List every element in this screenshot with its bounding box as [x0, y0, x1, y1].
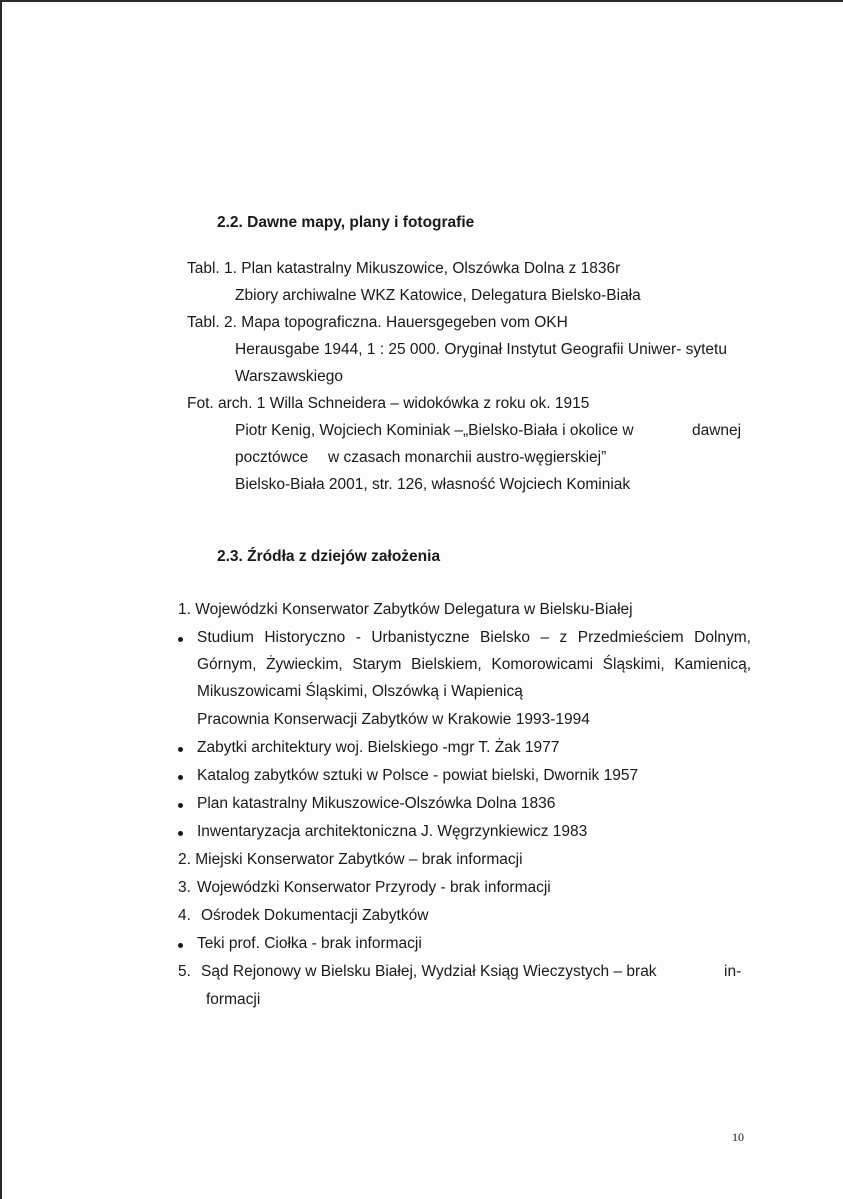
entry-fot-source-cont: pocztówce: [235, 449, 309, 466]
bullet-icon: [178, 637, 183, 642]
list-item-3-number: 3.: [178, 879, 191, 896]
list-item-4-number: 4.: [178, 907, 191, 924]
list-item-teki: Teki prof. Ciołka - brak informacji: [197, 935, 422, 952]
entry-fot-source-cont-2: w czasach monarchii austro-węgierskiej”: [328, 449, 607, 466]
entry-fot-source-tail: dawnej: [692, 422, 742, 439]
list-item-studium: Studium Historyczno - Urbanistyczne Bielsko – z Przedmieściem Dolnym,: [197, 629, 751, 646]
bullet-icon: [178, 831, 183, 836]
entry-fot-publication: Bielsko-Biała 2001, str. 126, własność Wojciech Kominiak: [235, 476, 631, 493]
entry-tabl-1-source: Zbiory archiwalne WKZ Katowice, Delegatura Bielsko-Biała: [235, 287, 641, 304]
bullet-icon: [178, 775, 183, 780]
bullet-icon: [178, 803, 183, 808]
entry-tabl-1: Tabl. 1. Plan katastralny Mikuszowice, Olszówka Dolna z 1836r: [187, 260, 621, 277]
list-item-3: Wojewódzki Konserwator Przyrody - brak informacji: [197, 879, 551, 896]
section-heading-2-3: 2.3. Źródła z dziejów założenia: [217, 548, 441, 565]
list-item-2: 2. Miejski Konserwator Zabytków – brak informacji: [178, 851, 523, 868]
entry-tabl-2-details: Herausgabe 1944, 1 : 25 000. Oryginał Instytut Geografii Uniwer- sytetu: [235, 341, 727, 358]
list-item-katalog: Katalog zabytków sztuki w Polsce - powiat bielski, Dwornik 1957: [197, 767, 639, 784]
page-number: 10: [732, 1130, 744, 1144]
bullet-icon: [178, 943, 183, 948]
list-item-5: Sąd Rejonowy w Bielsku Białej, Wydział Ksiąg Wieczystych – brak: [201, 963, 657, 980]
section-heading-2-2: 2.2. Dawne mapy, plany i fotografie: [217, 214, 475, 231]
entry-fot-source: Piotr Kenig, Wojciech Kominiak –„Bielsko-Biała i okolice w: [235, 422, 634, 439]
entry-fot-arch-1: Fot. arch. 1 Willa Schneidera – widokówka z roku ok. 1915: [187, 395, 590, 412]
list-item-inwentaryzacja: Inwentaryzacja architektoniczna J. Węgrzynkiewicz 1983: [197, 823, 588, 840]
entry-tabl-2-details-cont: Warszawskiego: [235, 368, 343, 385]
bullet-icon: [178, 747, 183, 752]
list-item-zabytki: Zabytki architektury woj. Bielskiego -mgr T. Żak 1977: [197, 739, 560, 756]
list-item-studium-cont-2: Mikuszowicami Śląskimi, Olszówką i Wapienicą: [197, 683, 523, 700]
list-item-studium-source: Pracownia Konserwacji Zabytków w Krakowie 1993-1994: [197, 711, 590, 728]
list-item-5-cont: formacji: [206, 991, 261, 1008]
list-item-5-hyphen: in-: [724, 963, 742, 980]
entry-tabl-2: Tabl. 2. Mapa topograficzna. Hauersgegeben vom OKH: [187, 314, 568, 331]
list-item-studium-cont: Górnym, Żywieckim, Starym Bielskiem, Komorowicami Śląskimi, Kamienicą,: [197, 656, 751, 673]
list-item-4: Ośrodek Dokumentacji Zabytków: [201, 907, 429, 924]
list-item-plan: Plan katastralny Mikuszowice-Olszówka Dolna 1836: [197, 795, 556, 812]
list-item-5-number: 5.: [178, 963, 191, 980]
list-item-1: 1. Wojewódzki Konserwator Zabytków Delegatura w Bielsku-Białej: [178, 601, 633, 618]
